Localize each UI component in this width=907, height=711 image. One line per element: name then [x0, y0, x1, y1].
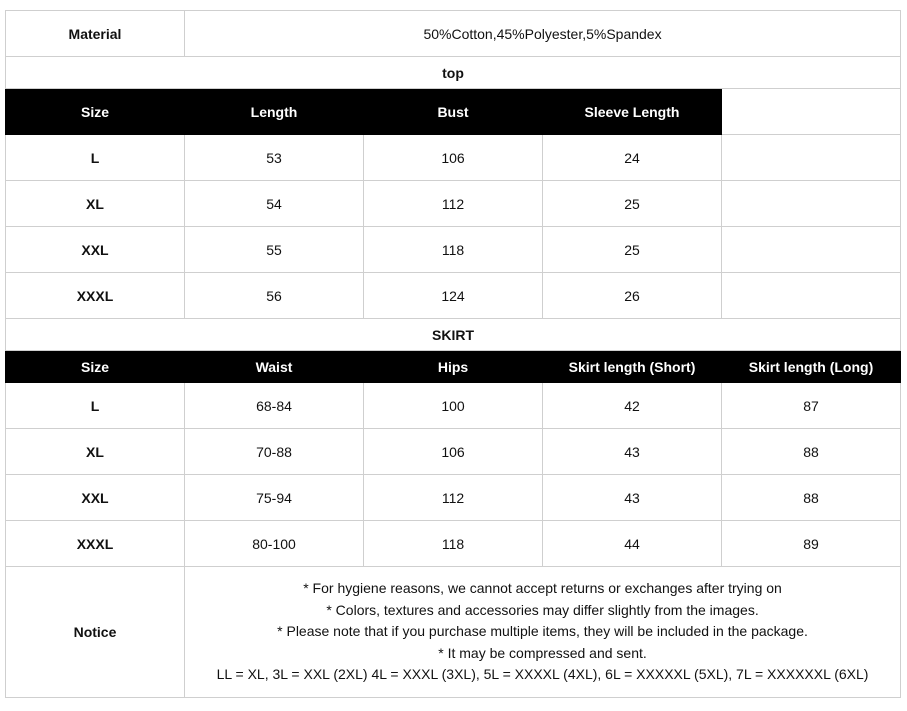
material-value: 50%Cotton,45%Polyester,5%Spandex: [185, 11, 901, 57]
top-sleeve-length: 24: [543, 135, 722, 181]
skirt-header-length-long: Skirt length (Long): [722, 351, 901, 383]
skirt-length-short: 43: [543, 475, 722, 521]
top-section-row: [6, 57, 901, 89]
top-sleeve-length: 26: [543, 273, 722, 319]
top-row: [6, 181, 901, 227]
skirt-header-size: Size: [6, 351, 185, 383]
top-length: 56: [185, 273, 364, 319]
top-sleeve-length: 25: [543, 227, 722, 273]
skirt-length-short: 43: [543, 429, 722, 475]
top-length: 54: [185, 181, 364, 227]
skirt-waist: 80-100: [185, 521, 364, 567]
skirt-hips: 106: [364, 429, 543, 475]
top-empty-cell: [722, 227, 901, 273]
top-header-empty: [722, 89, 901, 135]
skirt-length-long: 88: [722, 475, 901, 521]
skirt-hips: 118: [364, 521, 543, 567]
skirt-header-length-short: Skirt length (Short): [543, 351, 722, 383]
size-chart-table: [5, 10, 901, 698]
top-row: [6, 273, 901, 319]
top-header-length: Length: [185, 89, 364, 135]
skirt-row: [6, 429, 901, 475]
skirt-waist: 68-84: [185, 383, 364, 429]
skirt-waist: 75-94: [185, 475, 364, 521]
notice-text: [185, 567, 901, 698]
skirt-header-hips: Hips: [364, 351, 543, 383]
skirt-header-waist: Waist: [185, 351, 364, 383]
skirt-waist: 70-88: [185, 429, 364, 475]
top-bust: 106: [364, 135, 543, 181]
skirt-size: XXL: [6, 475, 185, 521]
top-header-sleeve-length: Sleeve Length: [543, 89, 722, 135]
material-label: Material: [6, 11, 185, 57]
notice-label: Notice: [6, 567, 185, 698]
skirt-length-long: 88: [722, 429, 901, 475]
skirt-header-row: [6, 351, 901, 383]
top-empty-cell: [722, 181, 901, 227]
skirt-length-short: 44: [543, 521, 722, 567]
notice-line: * It may be compressed and sent.: [438, 644, 647, 661]
top-length: 53: [185, 135, 364, 181]
material-row: [6, 11, 901, 57]
top-size: XXL: [6, 227, 185, 273]
top-bust: 124: [364, 273, 543, 319]
skirt-size: XXXL: [6, 521, 185, 567]
top-empty-cell: [722, 135, 901, 181]
top-length: 55: [185, 227, 364, 273]
skirt-row: [6, 475, 901, 521]
top-sleeve-length: 25: [543, 181, 722, 227]
notice-line: * Please note that if you purchase multiple items, they will be included in the package.: [277, 623, 808, 640]
top-header-bust: Bust: [364, 89, 543, 135]
notice-row: [6, 567, 901, 698]
notice-line: * Colors, textures and accessories may differ slightly from the images.: [326, 601, 759, 618]
top-row: [6, 227, 901, 273]
top-row: [6, 135, 901, 181]
top-header-size: Size: [6, 89, 185, 135]
top-empty-cell: [722, 273, 901, 319]
skirt-size: L: [6, 383, 185, 429]
skirt-length-short: 42: [543, 383, 722, 429]
top-size: XXXL: [6, 273, 185, 319]
notice-line: LL = XL, 3L = XXL (2XL) 4L = XXXL (3XL), 5L = XXXXL (4XL), 6L = XXXXXL (5XL), 7L = XXXXXXL (6XL): [216, 666, 869, 683]
skirt-row: [6, 521, 901, 567]
skirt-size: XL: [6, 429, 185, 475]
skirt-section-row: [6, 319, 901, 351]
top-size: L: [6, 135, 185, 181]
notice-line: * For hygiene reasons, we cannot accept returns or exchanges after trying on: [303, 580, 782, 597]
skirt-hips: 100: [364, 383, 543, 429]
top-section-title: top: [6, 57, 901, 89]
skirt-length-long: 87: [722, 383, 901, 429]
skirt-length-long: 89: [722, 521, 901, 567]
top-size: XL: [6, 181, 185, 227]
top-bust: 112: [364, 181, 543, 227]
top-bust: 118: [364, 227, 543, 273]
skirt-row: [6, 383, 901, 429]
size-chart: [5, 10, 900, 698]
skirt-hips: 112: [364, 475, 543, 521]
skirt-section-title: SKIRT: [6, 319, 901, 351]
top-header-row: [6, 89, 901, 135]
